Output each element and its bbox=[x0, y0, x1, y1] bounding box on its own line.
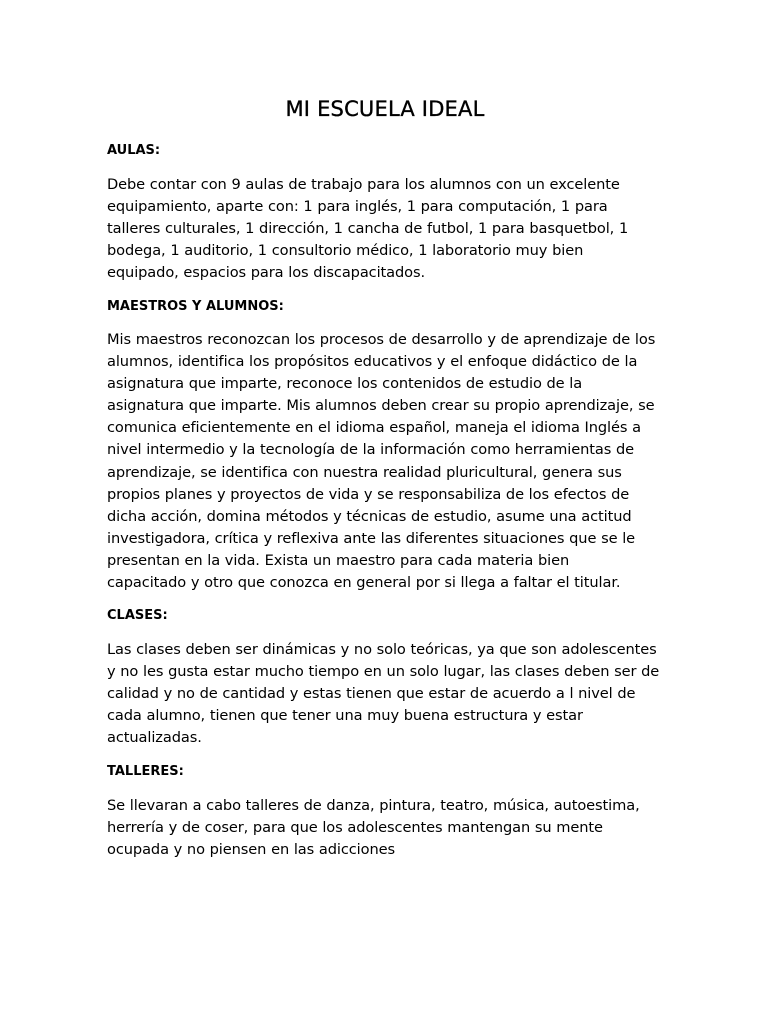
section-heading-aulas: AULAS: bbox=[107, 143, 161, 158]
section-paragraph-maestros-y-alumnos bbox=[107, 329, 663, 594]
paragraph-line: aprendizaje, se identifica con nuestra realidad pluricultural, genera sus bbox=[107, 463, 622, 481]
section-paragraph-clases bbox=[107, 639, 663, 749]
paragraph-line: bodega, 1 auditorio, 1 consultorio médico, 1 laboratorio muy bien bbox=[107, 242, 584, 260]
paragraph-line: dicha acción, domina métodos y técnicas de estudio, asume una actitud bbox=[107, 507, 632, 525]
paragraph-line: cada alumno, tienen que tener una muy buena estructura y estar bbox=[107, 706, 583, 724]
paragraph-line: nivel intermedio y la tecnología de la información como herramientas de bbox=[107, 441, 635, 459]
paragraph-line: asignatura que imparte. Mis alumnos deben crear su propio aprendizaje, se bbox=[107, 397, 655, 415]
section-paragraph-talleres bbox=[107, 795, 663, 861]
paragraph-line: Mis maestros reconozcan los procesos de desarrollo y de aprendizaje de los bbox=[107, 331, 656, 349]
document-body bbox=[107, 93, 663, 861]
section-heading-talleres: TALLERES: bbox=[107, 764, 184, 780]
paragraph-line: alumnos, identifica los propósitos educativos y el enfoque didáctico de la bbox=[107, 353, 638, 371]
paragraph-line: Debe contar con 9 aulas de trabajo para los alumnos con un excelente bbox=[107, 176, 620, 193]
paragraph-line: calidad y no de cantidad y estas tienen que estar de acuerdo a l nivel de bbox=[107, 684, 636, 702]
paragraph-line: Se llevaran a cabo talleres de danza, pintura, teatro, música, autoestima, bbox=[107, 797, 640, 815]
paragraph-line: presentan en la vida. Exista un maestro para cada materia bien bbox=[107, 551, 570, 569]
section-heading-maestros-y-alumnos: MAESTROS Y ALUMNOS: bbox=[107, 299, 284, 315]
paragraph-line: herrería y de coser, para que los adolescentes mantengan su mente bbox=[107, 819, 603, 837]
paragraph-line: ocupada y no piensen en las adicciones bbox=[107, 841, 395, 859]
paragraph-line: investigadora, crítica y reflexiva ante las diferentes situaciones que se le bbox=[107, 529, 636, 547]
paragraph-line: capacitado y otro que conozca en general por si llega a faltar el titular. bbox=[107, 573, 621, 591]
paragraph-line: propios planes y proyectos de vida y se responsabiliza de los efectos de bbox=[107, 485, 630, 503]
paragraph-line: equipado, espacios para los discapacitados. bbox=[107, 264, 426, 282]
paragraph-line: asignatura que imparte, reconoce los contenidos de estudio de la bbox=[107, 375, 583, 393]
paragraph-line: equipamiento, aparte con: 1 para inglés, 1 para computación, 1 para bbox=[107, 198, 608, 216]
paragraph-line: actualizadas. bbox=[107, 728, 202, 746]
paragraph-line: comunica eficientemente en el idioma español, maneja el idioma Inglés a bbox=[107, 419, 641, 437]
section-paragraph-aulas bbox=[107, 174, 663, 284]
paragraph-line: talleres culturales, 1 dirección, 1 cancha de futbol, 1 para basquetbol, 1 bbox=[107, 220, 629, 238]
section-heading-clases: CLASES: bbox=[107, 607, 168, 623]
paragraph-line: Las clases deben ser dinámicas y no solo teóricas, ya que son adolescentes bbox=[107, 640, 657, 658]
document-title: MI ESCUELA IDEAL bbox=[285, 97, 485, 121]
paragraph-line: y no les gusta estar mucho tiempo en un solo lugar, las clases deben ser de bbox=[107, 662, 660, 680]
